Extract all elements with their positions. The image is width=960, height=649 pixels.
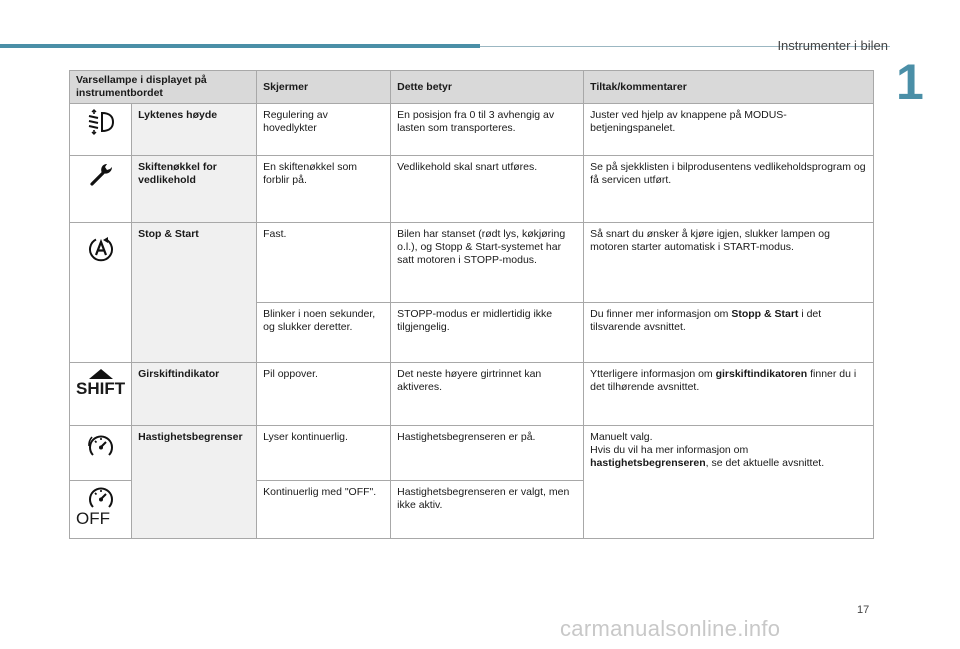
table-row	[70, 156, 874, 223]
speed-limiter-off-icon	[76, 486, 125, 527]
gear-shift-indicator-icon	[76, 368, 125, 397]
action-text: Manuelt valg.	[590, 431, 653, 443]
chapter-number: 1	[896, 54, 924, 110]
action-cell: Juster ved hjelp av knappene på MODUS-betjeningspanelet.	[584, 104, 874, 156]
meaning-cell: Hastighetsbegrenseren er valgt, men ikke aktiv.	[391, 481, 584, 539]
icon-cell	[70, 104, 132, 156]
wrench-icon	[76, 161, 125, 187]
speed-limiter-icon	[76, 431, 125, 459]
action-keyword: Stopp & Start	[731, 308, 799, 320]
icon-cell	[70, 363, 132, 426]
screen-cell: Fast.	[257, 223, 391, 303]
action-text: Ytterligere informasjon om	[590, 368, 716, 380]
lamp-name: Hastighetsbegrenser	[132, 426, 257, 539]
table-row	[70, 426, 874, 481]
meaning-cell: En posisjon fra 0 til 3 avhengig av lasten som transporteres.	[391, 104, 584, 156]
section-title: Instrumenter i bilen	[777, 38, 888, 53]
action-text: , se det aktuelle avsnittet.	[705, 457, 825, 469]
action-cell	[584, 303, 874, 363]
page-number: 17	[857, 604, 870, 616]
action-cell: Se på sjekklisten i bilprodusentens vedlikeholdsprogram og få servicen utført.	[584, 156, 874, 223]
action-keyword: girskiftindikatoren	[715, 368, 808, 380]
headlamp-leveling-icon	[76, 109, 125, 135]
screen-cell: Lyser kontinuerlig.	[257, 426, 391, 481]
icon-cell	[70, 426, 132, 481]
icon-cell	[70, 223, 132, 363]
screen-cell: Regulering av hovedlykter	[257, 104, 391, 156]
meaning-cell: Bilen har stanset (rødt lys, køkjøring o.l.), og Stopp & Start-systemet har satt motoren i STOPP-modus.	[391, 223, 584, 303]
lamp-name: Lyktenes høyde	[132, 104, 257, 156]
lamp-name: Skiftenøkkel for vedlikehold	[132, 156, 257, 223]
table-row	[70, 104, 874, 156]
screen-cell: En skiftenøkkel som forblir på.	[257, 156, 391, 223]
meaning-cell: STOPP-modus er midlertidig ikke tilgjengelig.	[391, 303, 584, 363]
lamp-name: Girskiftindikator	[132, 363, 257, 426]
action-cell	[584, 426, 874, 539]
screen-cell: Blinker i noen sekunder, og slukker deretter.	[257, 303, 391, 363]
action-text: i det tilsvarende avsnittet.	[590, 308, 822, 333]
meaning-cell: Det neste høyere girtrinnet kan aktiveres.	[391, 363, 584, 426]
header-accent-bar	[0, 44, 480, 48]
table-header-row	[70, 71, 874, 104]
off-label: OFF	[76, 509, 110, 528]
warning-lamp-table	[69, 70, 874, 539]
column-header-screen: Skjermer	[257, 71, 391, 104]
table-row	[70, 363, 874, 426]
stop-start-icon	[76, 235, 125, 263]
watermark: carmanualsonline.info	[560, 616, 781, 641]
meaning-cell: Hastighetsbegrenseren er på.	[391, 426, 584, 481]
action-keyword: hastighetsbegrenseren	[590, 457, 706, 469]
meaning-cell: Vedlikehold skal snart utføres.	[391, 156, 584, 223]
action-text: Hvis du vil ha mer informasjon om	[590, 444, 749, 456]
lamp-name: Stop & Start	[132, 223, 257, 363]
table-row	[70, 223, 874, 303]
action-text: Du finner mer informasjon om	[590, 308, 732, 320]
action-cell	[584, 363, 874, 426]
action-cell: Så snart du ønsker å kjøre igjen, slukker lampen og motoren starter automatisk i START-modus.	[584, 223, 874, 303]
column-header-meaning: Dette betyr	[391, 71, 584, 104]
icon-cell	[70, 481, 132, 539]
column-header-action: Tiltak/kommentarer	[584, 71, 874, 104]
icon-cell	[70, 156, 132, 223]
shift-label: SHIFT	[76, 379, 126, 398]
screen-cell: Kontinuerlig med "OFF".	[257, 481, 391, 539]
action-text: finner du i det tilhørende avsnittet.	[590, 368, 857, 393]
screen-cell: Pil oppover.	[257, 363, 391, 426]
column-header-lamp: Varsellampe i displayet på instrumentbordet	[70, 71, 257, 104]
